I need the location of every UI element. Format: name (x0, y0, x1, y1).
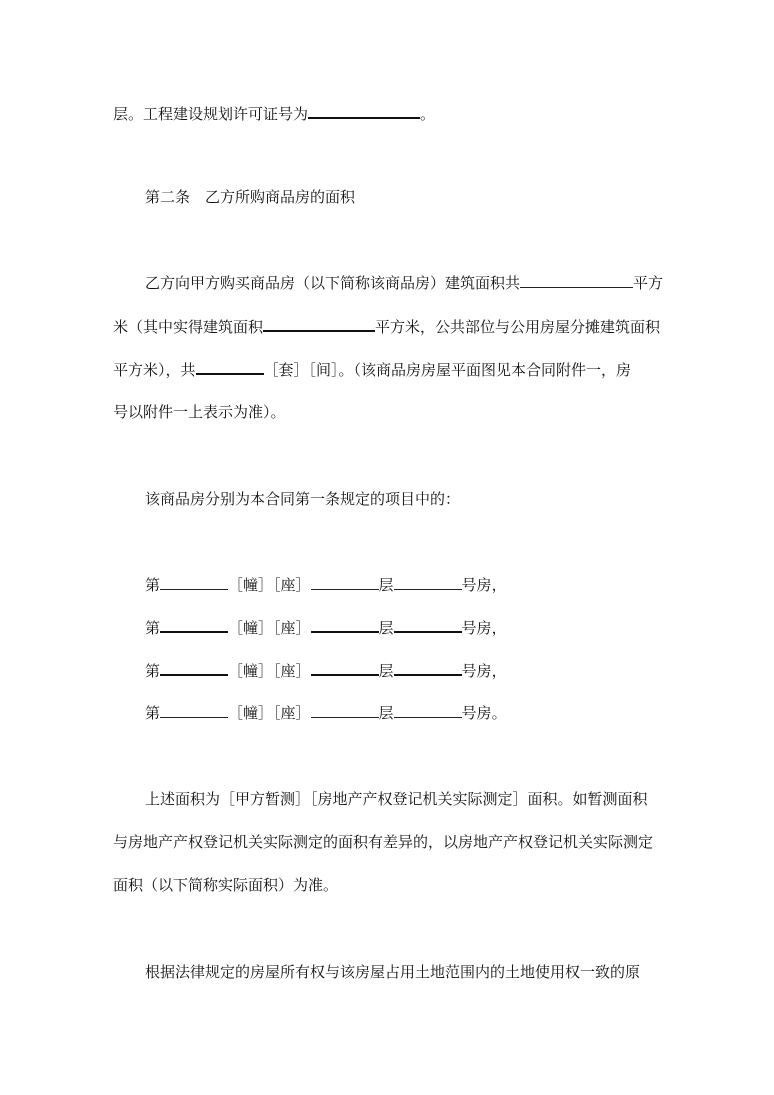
building-number-blank[interactable] (160, 660, 228, 676)
article-heading: 第二条 乙方所购商品房的面积 (145, 188, 356, 206)
unit-room: 号房 (461, 576, 492, 594)
room-blank[interactable] (394, 575, 462, 590)
unit-floor: 层 (378, 662, 394, 680)
unit-row (145, 660, 507, 681)
unit-end: 。 (491, 704, 507, 722)
building-number-blank[interactable] (160, 703, 228, 718)
unit-di: 第 (145, 662, 161, 680)
area-line-1 (145, 273, 663, 293)
unit-row (145, 703, 507, 723)
area-text-2: 米（其中实得建筑面积 (113, 318, 264, 336)
unit-bracket: ［幢］［座］ (228, 619, 311, 637)
permit-suffix: 。 (420, 105, 436, 123)
land-rights-line: 根据法律规定的房屋所有权与该房屋占用土地范围内的土地使用权一致的原 (145, 963, 641, 981)
area-text-4: 平方米），共 (113, 361, 196, 379)
unit-row (145, 617, 507, 638)
unit-room: 号房 (461, 704, 492, 722)
measurement-line-3: 面积（以下简称实际面积）为准。 (113, 876, 339, 894)
area-line-4: 号以附件一上表示为准）。 (113, 403, 286, 421)
unit-floor: 层 (378, 619, 394, 637)
measurement-line-2: 与房地产产权登记机关实际测定的面积有差异的，以房地产产权登记机关实际测定 (113, 833, 654, 851)
area-line-2 (113, 316, 660, 337)
unit-bracket: ［幢］［座］ (228, 662, 311, 680)
project-intro: 该商品房分别为本合同第一条规定的项目中的： (145, 490, 461, 508)
floor-blank[interactable] (311, 617, 379, 633)
unit-end: ， (491, 576, 507, 594)
area-text-5: ［套］［间］。（该商品房房屋平面图见本合同附件一，房 (263, 361, 632, 379)
floor-blank[interactable] (311, 703, 379, 718)
building-number-blank[interactable] (160, 575, 228, 590)
unit-di: 第 (145, 704, 161, 722)
building-number-blank[interactable] (160, 617, 228, 633)
room-blank[interactable] (394, 660, 462, 676)
permit-text: 层。工程建设规划许可证号为 (113, 105, 309, 123)
building-area-blank[interactable] (520, 273, 633, 288)
permit-line (113, 103, 435, 124)
area-text-1: 乙方向甲方购买商品房（以下简称该商品房）建筑面积共 (145, 274, 521, 292)
measurement-line-1: 上述面积为［甲方暂测］［房地产产权登记机关实际测定］面积。如暂测面积 (145, 790, 648, 808)
room-blank[interactable] (394, 703, 462, 718)
unit-end: ， (491, 662, 507, 680)
area-unit-1: 平方 (633, 274, 664, 292)
unit-room: 号房 (461, 619, 492, 637)
unit-row (145, 575, 507, 595)
usable-area-blank[interactable] (263, 316, 375, 332)
unit-floor: 层 (378, 576, 394, 594)
unit-floor: 层 (378, 704, 394, 722)
area-text-3: 平方米，公共部位与公用房屋分摊建筑面积 (375, 318, 661, 336)
unit-count-blank[interactable] (196, 359, 264, 375)
area-line-3 (113, 359, 631, 380)
unit-room: 号房 (461, 662, 492, 680)
unit-di: 第 (145, 619, 161, 637)
floor-blank[interactable] (311, 575, 379, 590)
unit-bracket: ［幢］［座］ (228, 576, 311, 594)
room-blank[interactable] (394, 617, 462, 633)
floor-blank[interactable] (311, 660, 379, 676)
unit-di: 第 (145, 576, 161, 594)
unit-end: ， (491, 619, 507, 637)
unit-bracket: ［幢］［座］ (228, 704, 311, 722)
permit-number-blank[interactable] (308, 103, 420, 119)
